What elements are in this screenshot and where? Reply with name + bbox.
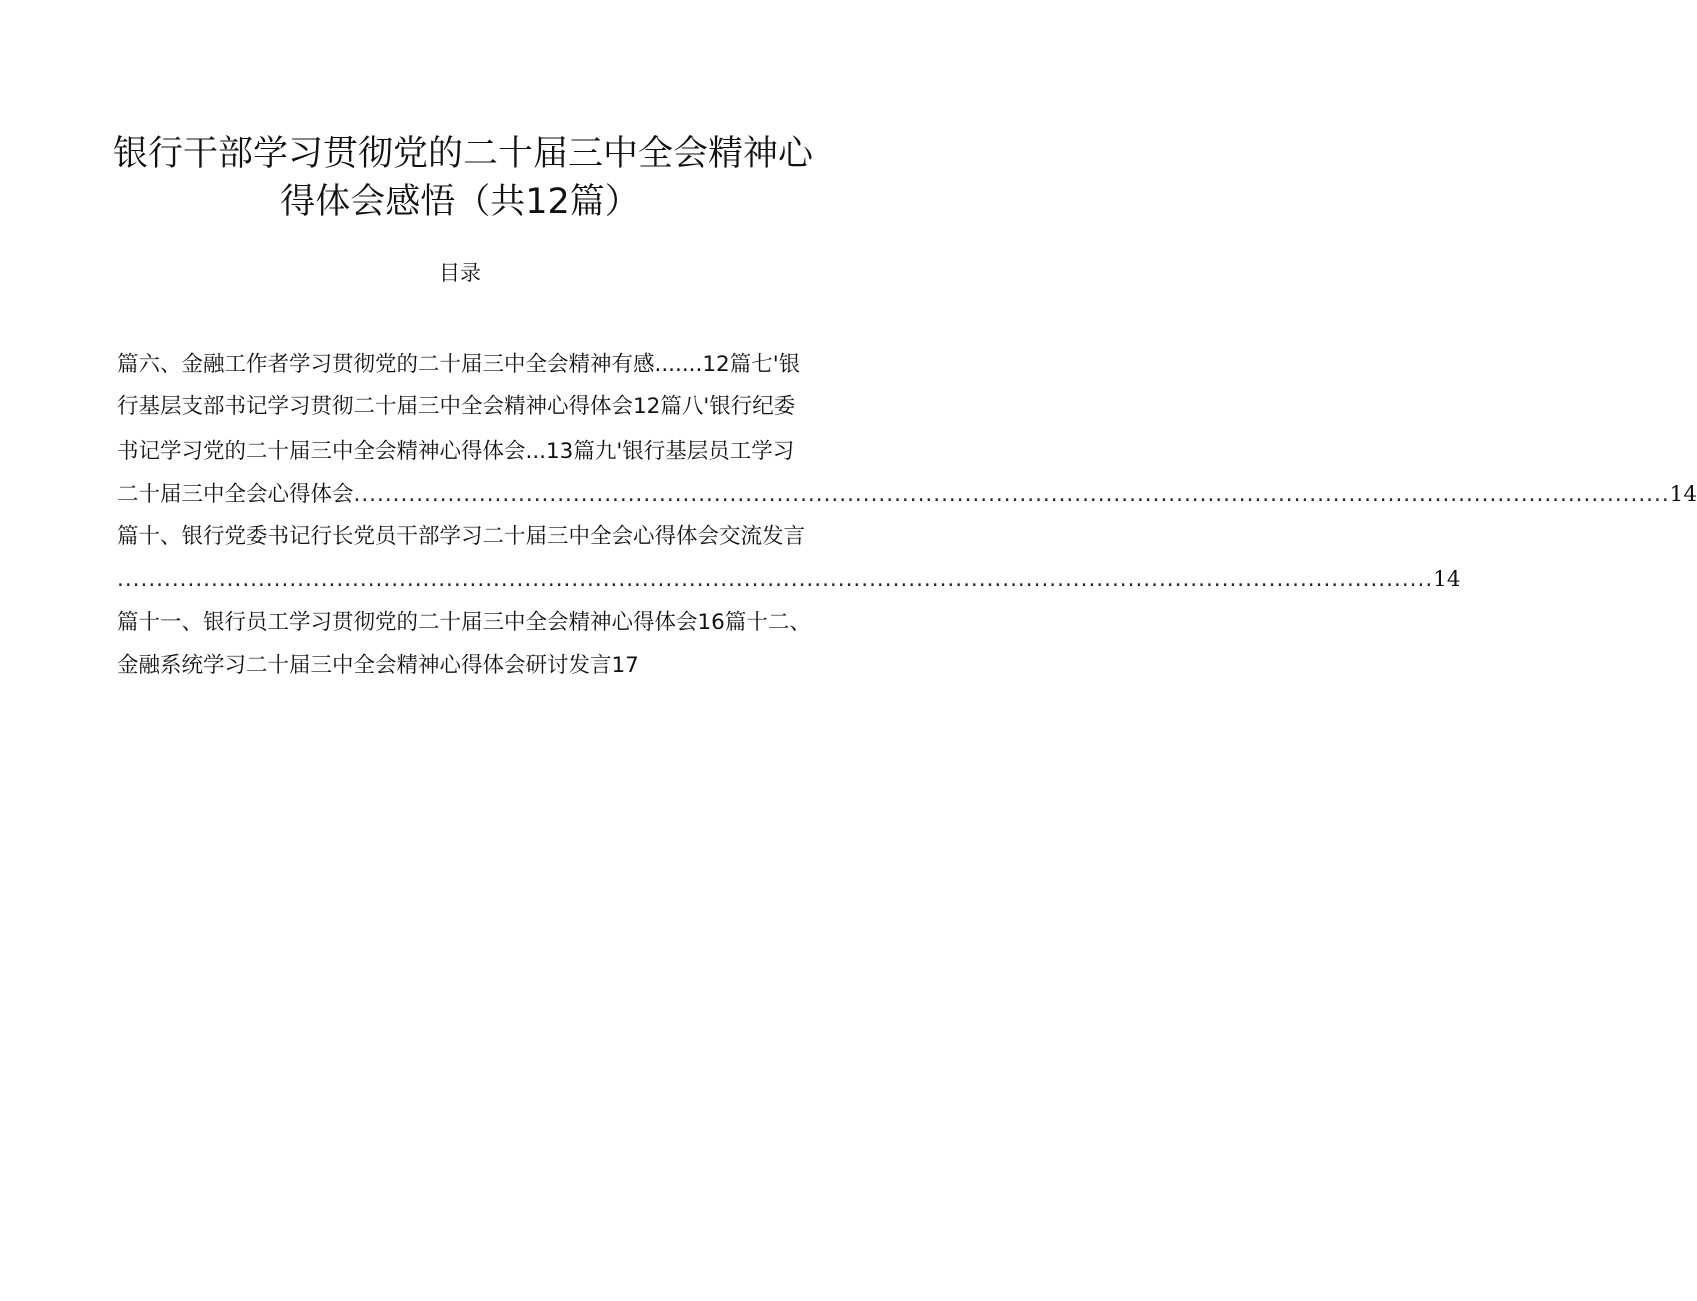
toc-heading: 目录 xyxy=(439,261,481,285)
toc-entry-row xyxy=(117,480,1697,510)
toc-entry-row xyxy=(117,565,1461,595)
toc-page-number: 14 xyxy=(1433,567,1461,592)
toc-line-8: 金融系统学习二十届三中全会精神心得体会研讨发言17 xyxy=(117,653,639,678)
toc-line-5: 篇十、银行党委书记行长党员干部学习二十届三中全会心得体会交流发言 xyxy=(117,524,806,549)
toc-line-4 xyxy=(117,480,1697,510)
toc-line-2: 行基层支部书记学习贯彻二十届三中全会精神心得体会12篇八'银行纪委 xyxy=(117,394,796,419)
document-title-line-1: 银行干部学习贯彻党的二十届三中全会精神心 xyxy=(112,134,813,174)
toc-line-3: 书记学习党的二十届三中全会精神心得体会...13篇九'银行基层员工学习 xyxy=(117,439,795,464)
document-title-line-2: 得体会感悟（共12篇） xyxy=(280,182,640,222)
leader-dots: ........................................................................................................................................................................ xyxy=(353,482,1670,507)
toc-line-1: 篇六、金融工作者学习贯彻党的二十届三中全会精神有感.......12篇七'银 xyxy=(117,352,801,377)
toc-entry-text: 二十届三中全会心得体会 xyxy=(117,482,354,507)
toc-line-7: 篇十一、银行员工学习贯彻党的二十届三中全会精神心得体会16篇十二、 xyxy=(117,610,811,635)
toc-page-number: 14 xyxy=(1669,482,1697,507)
leader-dots: ........................................................................................................................................................................ xyxy=(117,567,1434,592)
toc-line-6 xyxy=(117,565,1461,595)
